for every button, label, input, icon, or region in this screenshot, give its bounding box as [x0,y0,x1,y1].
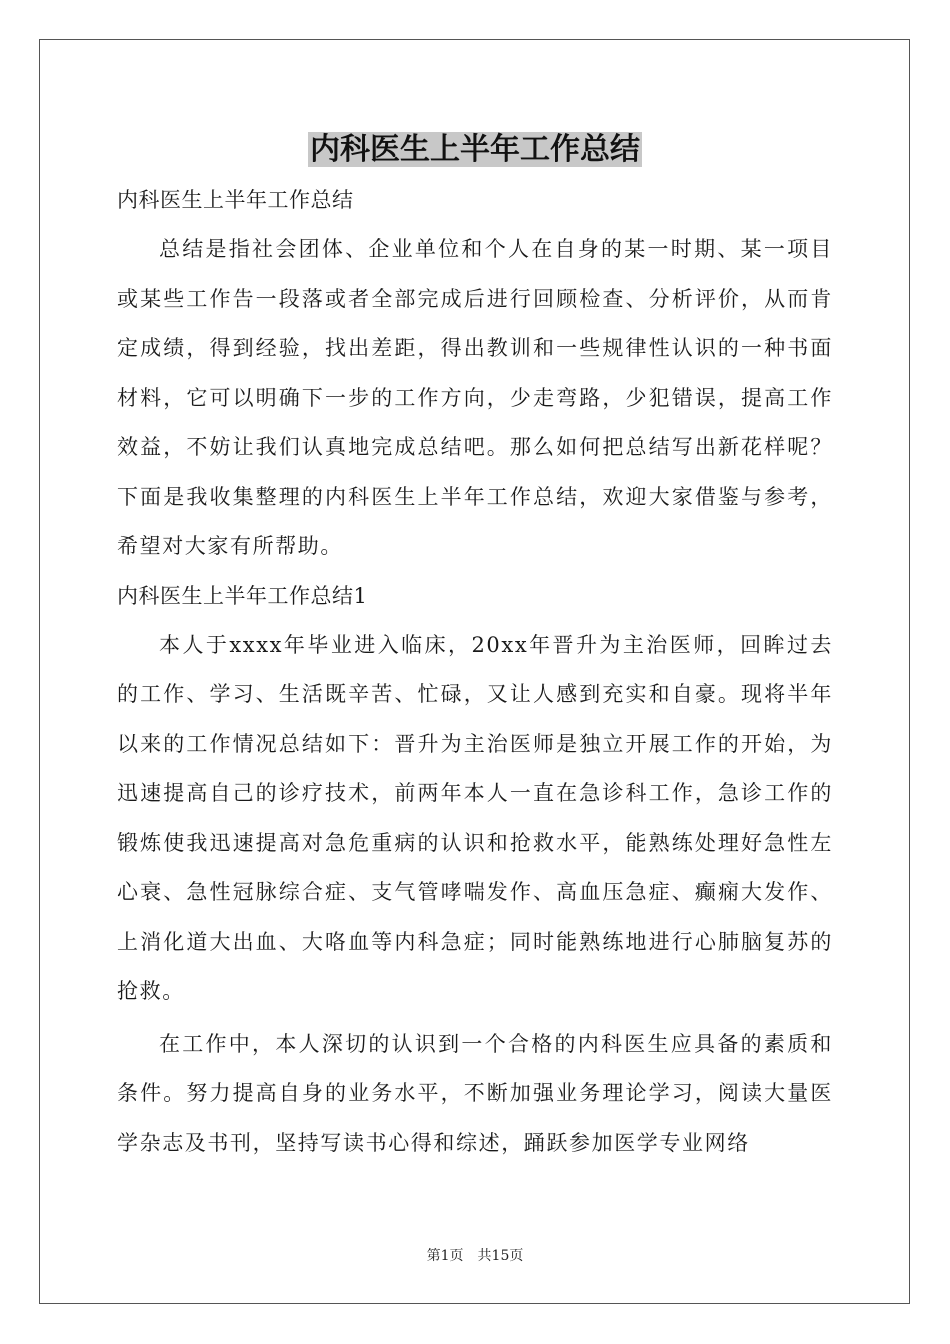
section1-paragraph-2: 在工作中，本人深切的认识到一个合格的内科医生应具备的素质和条件。努力提高自身的业务水平，不断加强业务理论学习，阅读大量医学杂志及书刊，坚持写读书心得和综述，踊跃参加医学专业网络 [117,1031,833,1155]
document-title [0,128,950,172]
intro-paragraph: 总结是指社会团体、企业单位和个人在自身的某一时期、某一项目或某些工作告一段落或者全部完成后进行回顾检查、分析评价，从而肯定成绩，得到经验，找出差距，得出教训和一些规律性认识的一种书面材料，它可以明确下一步的工作方向，少走弯路，少犯错误，提高工作效益，不妨让我们认真地完成总结吧。那么如何把总结写出新花样呢？下面是我收集整理的内科医生上半年工作总结，欢迎大家借鉴与参考，希望对大家有所帮助。 [117,237,833,558]
page-footer: 第1页 共15页 [426,1248,524,1264]
document-body [117,176,833,1168]
document-title-text: 内科医生上半年工作总结 [310,132,640,167]
section1-paragraph-1: 本人于xxxx年毕业进入临床，20xx年晋升为主治医师，回眸过去的工作、学习、生活既辛苦、忙碌，又让人感到充实和自豪。现将半年以来的工作情况总结如下：晋升为主治医师是独立开展工作的开始，为迅速提高自己的诊疗技术，前两年本人一直在急诊科工作，急诊工作的锻炼使我迅速提高对急危重病的认识和抢救水平，能熟练处理好急性左心衰、急性冠脉综合症、支气管哮喘发作、高血压急症、癫痫大发作、上消化道大出血、大咯血等内科急症；同时能熟练地进行心肺脑复苏的抢救。 [117,632,833,1003]
document-subtitle: 内科医生上半年工作总结 [117,188,354,212]
section-heading-1: 内科医生上半年工作总结1 [117,583,368,608]
